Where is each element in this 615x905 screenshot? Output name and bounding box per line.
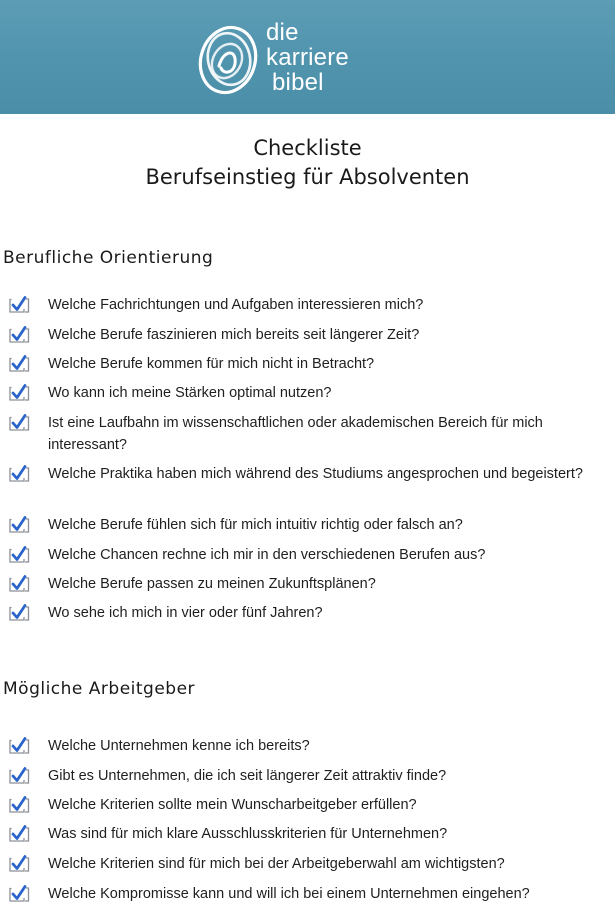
checklist-item-text: Welche Berufe kommen für mich nicht in Betracht? xyxy=(48,356,375,372)
checklist-item-text: Wo kann ich meine Stärken optimal nutzen? xyxy=(48,385,332,401)
checked-checkbox-icon xyxy=(8,516,32,533)
checked-checkbox-icon xyxy=(8,546,32,563)
checklist-item-text: Was sind für mich klare Ausschlusskriterien für Unternehmen? xyxy=(48,826,448,842)
checklist-item-text: Welche Kriterien sollte mein Wunscharbeitgeber erfüllen? xyxy=(48,797,417,813)
logo-line-2: karriere xyxy=(266,44,349,71)
checked-checkbox-icon xyxy=(8,296,32,313)
logo-line-1: die xyxy=(266,19,299,46)
checklist-item-text: Welche Berufe passen zu meinen Zukunftsplänen? xyxy=(48,576,376,592)
checklist-item-text: Gibt es Unternehmen, die ich seit längerer Zeit attraktiv finde? xyxy=(48,768,447,784)
checklist-item-text: Wo sehe ich mich in vier oder fünf Jahren? xyxy=(48,605,323,621)
checklist-item-text: Welche Unternehmen kenne ich bereits? xyxy=(48,738,310,754)
checked-checkbox-icon xyxy=(8,885,32,902)
checklist-item-text: Welche Kriterien sind für mich bei der Arbeitgeberwahl am wichtigsten? xyxy=(48,856,505,872)
checked-checkbox-icon xyxy=(8,575,32,592)
checked-checkbox-icon xyxy=(8,355,32,372)
logo-swirl-icon xyxy=(197,20,259,98)
checklist-item-text: Welche Kompromisse kann und will ich bei einem Unternehmen eingehen? xyxy=(48,886,530,902)
title-line-2: Berufseinstieg für Absolventen xyxy=(145,165,470,189)
checklist-item-text: Welche Berufe fühlen sich für mich intuitiv richtig oder falsch an? xyxy=(48,517,463,533)
checked-checkbox-icon xyxy=(8,326,32,343)
logo-wordmark xyxy=(266,20,349,95)
logo-line-3: bibel xyxy=(272,69,324,96)
checked-checkbox-icon xyxy=(8,604,32,621)
page-title xyxy=(0,134,615,192)
checklist-item-text: Welche Berufe faszinieren mich bereits seit längerer Zeit? xyxy=(48,327,420,343)
checklist-item-text: Welche Fachrichtungen und Aufgaben interessieren mich? xyxy=(48,297,424,313)
section-heading-orientierung: Berufliche Orientierung xyxy=(3,248,214,268)
checked-checkbox-icon xyxy=(8,465,32,482)
section-heading-arbeitgeber: Mögliche Arbeitgeber xyxy=(3,679,196,699)
checked-checkbox-icon xyxy=(8,825,32,842)
checked-checkbox-icon xyxy=(8,737,32,754)
checked-checkbox-icon xyxy=(8,796,32,813)
checklist-item-text: Ist eine Laufbahn im wissenschaftlichen oder akademischen Bereich für mich interessant? xyxy=(48,415,543,453)
checked-checkbox-icon xyxy=(8,767,32,784)
checked-checkbox-icon xyxy=(8,414,32,431)
header-banner xyxy=(0,0,615,114)
checklist-item-text: Welche Chancen rechne ich mir in den verschiedenen Berufen aus? xyxy=(48,547,486,563)
title-line-1: Checkliste xyxy=(253,136,362,160)
checked-checkbox-icon xyxy=(8,384,32,401)
checklist-item-text: Welche Praktika haben mich während des Studiums angesprochen und begeistert? xyxy=(48,466,583,482)
checked-checkbox-icon xyxy=(8,855,32,872)
